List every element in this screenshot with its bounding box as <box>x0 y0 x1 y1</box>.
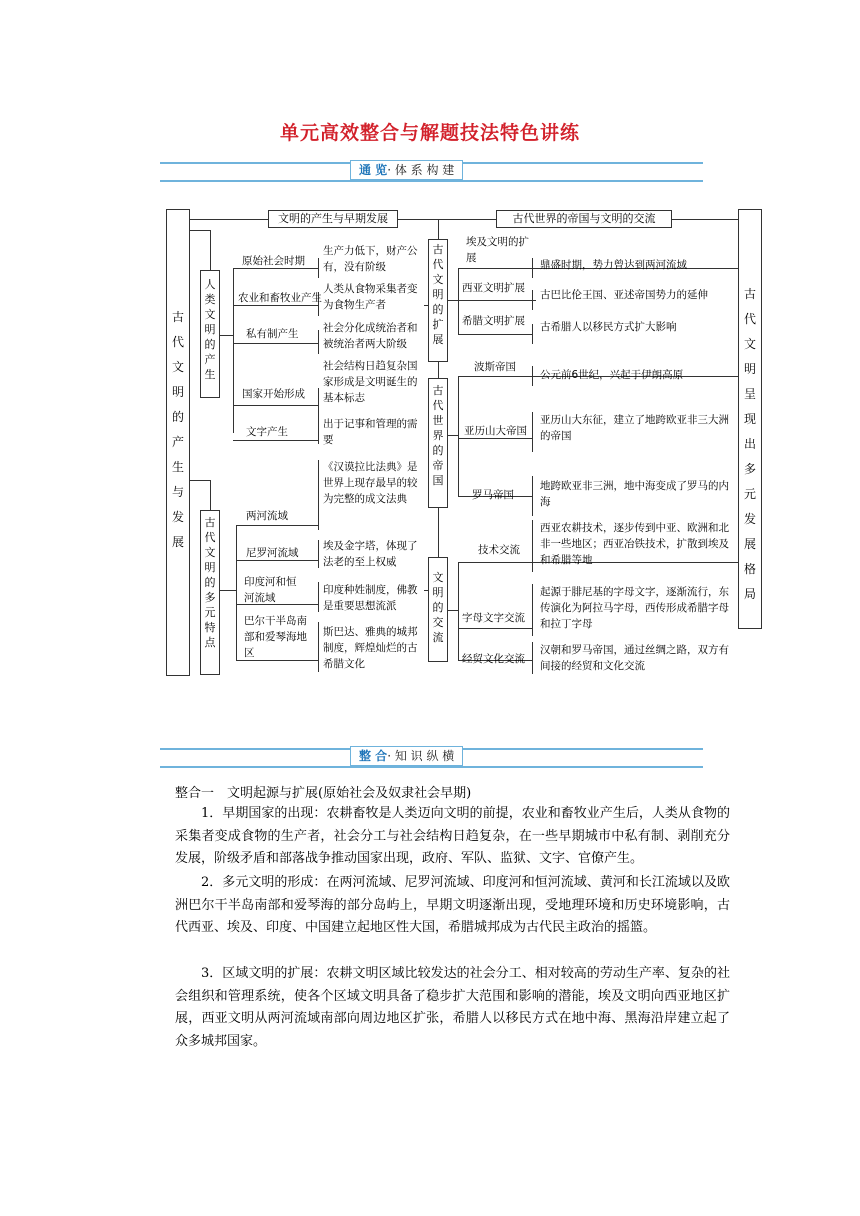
left-root: 古代文明的产生与发展 <box>171 310 184 549</box>
section-tab <box>350 746 463 766</box>
section-banner-overview <box>160 158 703 182</box>
g5-item-desc: 起源于腓尼基的字母文字，逐渐流行，东传演化为阿拉马字母，西传形成希腊字母和拉丁字母 <box>540 586 729 630</box>
g3-item-label: 希腊文明扩展 <box>462 315 525 327</box>
section-heading: 整合一 文明起源与扩展(原始社会及奴隶社会早期) <box>175 786 472 801</box>
section-tab-sub: · 体 系 构 建 <box>387 163 455 177</box>
g1-item-desc: 出于记事和管理的需要 <box>323 418 418 446</box>
g2-item-desc: 斯巴达、雅典的城邦制度，辉煌灿烂的古希腊文化 <box>323 626 418 670</box>
group-box-origin <box>200 270 220 398</box>
section-tab-sub: · 知 识 纵 横 <box>387 749 455 763</box>
g1-item-label: 农业和畜牧业产生 <box>238 292 322 304</box>
right-root-box <box>738 209 762 629</box>
top-left-header: 文明的产生与早期发展 <box>268 210 398 228</box>
g5-item-label: 字母文字交流 <box>462 612 525 624</box>
page-title: 单元高效整合与解题技法特色讲练 <box>279 122 580 144</box>
g1-item-desc: 社会分化成统治者和被统治者两大阶级 <box>323 322 418 350</box>
g1-item-label: 文字产生 <box>246 426 288 438</box>
g3-item-label: 埃及文明的扩展 <box>466 236 529 264</box>
g5-item-label: 经贸文化交流 <box>462 653 525 665</box>
g5-item-desc: 西亚农耕技术，逐步传到中亚、欧洲和北非一些地区；西亚冶铁技术，扩散到埃及和希腊等地 <box>540 522 729 566</box>
g3-item-desc: 鼎盛时期，势力曾达到两河流域 <box>540 259 687 271</box>
group-expansion: 古代文明的扩展 <box>432 243 444 346</box>
g1-item-desc: 人类从食物采集者变为食物生产者 <box>323 283 418 311</box>
g4-item-desc: 公元前6世纪，兴起于伊朗高原 <box>540 369 684 381</box>
g5-item-label: 技术交流 <box>478 544 520 556</box>
group-box-expansion <box>428 239 448 362</box>
g3-item-label: 西亚文明扩展 <box>462 282 525 294</box>
g1-item-label: 私有制产生 <box>246 328 299 340</box>
g2-item-desc: 《汉谟拉比法典》是世界上现存最早的较为完整的成文法典 <box>323 461 418 505</box>
group-origin: 人类文明的产生 <box>204 278 216 381</box>
paragraph: 2．多元文明的形成：在两河流域、尼罗河流域、印度河和恒河流域、黄河和长江流域以及欧洲巴尔干半岛南部和爱琴海的部分岛屿上，早期文明逐渐出现，受地理环境和历史环境影响，古代西亚、埃及、印度、中国建立起地区性大国，希腊城邦成为古代民主政治的摇篮。 <box>175 875 730 935</box>
g4-item-label: 罗马帝国 <box>472 489 514 501</box>
section-tab-label: 整 合 <box>359 749 388 763</box>
top-right-header: 古代世界的帝国与文明的交流 <box>496 210 672 228</box>
left-root-box <box>166 209 190 676</box>
group-diversity: 古代文明的多元特点 <box>204 516 216 649</box>
paragraph: 3．区域文明的扩展：农耕文明区域比较发达的社会分工、相对较高的劳动生产率、复杂的社会组织和管理系统，使各个区域文明具备了稳步扩大范围和影响的潜能，埃及文明向西亚地区扩展，西亚文明从两河流域南部向周边地区扩张，希腊人以移民方式在地中海、黑海沿岸建立起了众多城邦国家。 <box>175 966 730 1049</box>
section-banner-integration <box>160 744 703 768</box>
g1-item-label: 原始社会时期 <box>242 255 305 267</box>
group-exchange: 文明的交流 <box>432 571 444 644</box>
g4-item-desc: 亚历山大东征，建立了地跨欧亚非三大洲的帝国 <box>540 414 729 442</box>
g2-item-label: 巴尔干半岛南部和爱琴海地区 <box>244 615 307 659</box>
g2-item-label: 尼罗河流域 <box>246 547 299 559</box>
right-root: 古代文明呈现出多元发展格局 <box>743 287 756 601</box>
g1-item-desc: 社会结构日趋复杂国家形成是文明诞生的基本标志 <box>323 360 418 404</box>
g4-item-label: 亚历山大帝国 <box>464 425 527 437</box>
g5-item-desc: 汉朝和罗马帝国，通过丝绸之路，双方有间接的经贸和文化交流 <box>540 644 729 672</box>
g3-item-desc: 古巴比伦王国、亚述帝国势力的延伸 <box>540 289 708 301</box>
g4-item-label: 波斯帝国 <box>474 361 516 373</box>
group-box-exchange <box>428 557 448 662</box>
group-box-empires <box>428 378 448 508</box>
g2-item-label: 两河流域 <box>246 510 288 522</box>
g2-item-label: 印度河和恒河流域 <box>244 576 297 604</box>
g3-item-desc: 古希腊人以移民方式扩大影响 <box>540 321 677 333</box>
group-box-diversity <box>200 510 220 675</box>
g1-item-label: 国家开始形成 <box>242 388 305 400</box>
g1-item-desc: 生产力低下，财产公有，没有阶级 <box>323 245 418 273</box>
paragraph: 1．早期国家的出现：农耕畜牧是人类迈向文明的前提，农业和畜牧业产生后，人类从食物的采集者变成食物的生产者，社会分工与社会结构日趋复杂，在一些早期城市中私有制、剥削充分发展，阶级矛盾和部落战争推动国家出现，政府、军队、监狱、文字、官僚产生。 <box>175 806 730 866</box>
group-empires: 古代世界的帝国 <box>432 384 444 487</box>
g4-item-desc: 地跨欧亚非三洲，地中海变成了罗马的内海 <box>540 480 729 508</box>
section-tab-label: 通 览 <box>359 163 388 177</box>
section-tab <box>350 160 463 180</box>
g2-item-desc: 印度种姓制度，佛教是重要思想流派 <box>323 584 418 612</box>
g2-item-desc: 埃及金字塔，体现了法老的至上权威 <box>323 540 418 568</box>
